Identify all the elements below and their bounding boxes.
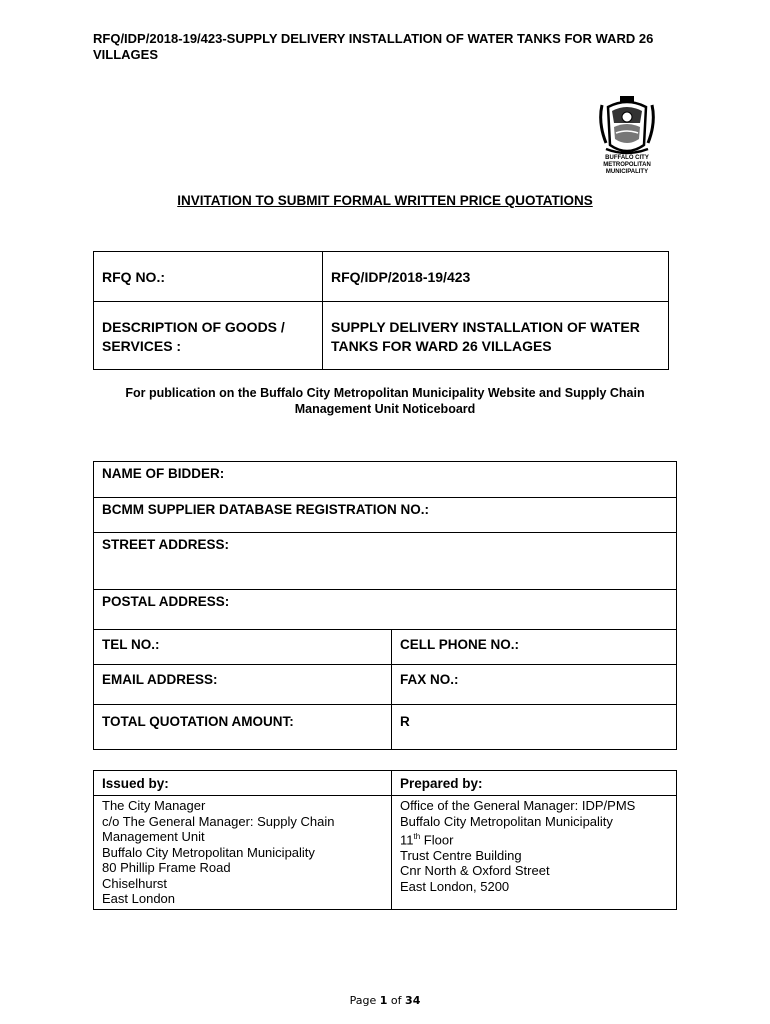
issued-line: 80 Phillip Frame Road xyxy=(102,860,231,875)
rfq-label: RFQ NO.: xyxy=(94,252,323,302)
issued-by-heading: Issued by: xyxy=(94,771,392,796)
prepared-line: East London, 5200 xyxy=(400,878,510,894)
issued-prepared-table xyxy=(93,770,677,910)
description-value: SUPPLY DELIVERY INSTALLATION OF WATER TANKS FOR WARD 26 VILLAGES xyxy=(323,302,669,370)
issued-line: Chiselhurst xyxy=(102,875,168,891)
prepared-line: Trust Centre Building xyxy=(400,847,522,863)
issued-line: Buffalo City Metropolitan Municipality xyxy=(102,844,315,860)
postal-address-field: POSTAL ADDRESS: xyxy=(94,590,677,630)
registration-field: BCMM SUPPLIER DATABASE REGISTRATION NO.: xyxy=(94,498,677,533)
document-header: RFQ/IDP/2018-19/423-SUPPLY DELIVERY INSTALLATION OF WATER TANKS FOR WARD 26 VILLAGES xyxy=(93,31,654,62)
cell-phone-field: CELL PHONE NO.: xyxy=(392,630,677,665)
bidder-table xyxy=(93,461,677,750)
bidder-name-field: NAME OF BIDDER: xyxy=(94,462,677,498)
total-amount-field: TOTAL QUOTATION AMOUNT: xyxy=(94,705,392,750)
page-number: Page 1 of 34 xyxy=(349,994,421,1007)
street-address-field: STREET ADDRESS: xyxy=(94,533,677,590)
email-field: EMAIL ADDRESS: xyxy=(94,665,392,705)
issued-line: The City Manager xyxy=(102,798,206,813)
prepared-floor-line: 11th Floor xyxy=(400,832,454,848)
prepared-line: Office of the General Manager: IDP/PMS xyxy=(400,798,636,813)
municipality-logo xyxy=(582,93,672,175)
rfq-value: RFQ/IDP/2018-19/423 xyxy=(323,252,669,302)
rfq-table xyxy=(93,251,669,370)
issued-by-block xyxy=(94,796,392,910)
prepared-line: Cnr North & Oxford Street xyxy=(400,863,550,879)
page-title: INVITATION TO SUBMIT FORMAL WRITTEN PRICE QUOTATIONS xyxy=(177,193,593,208)
prepared-by-block xyxy=(392,796,677,910)
publication-note: For publication on the Buffalo City Metropolitan Municipality Website and Supply Chain Management Unit Noticeboard xyxy=(125,386,645,416)
description-label: DESCRIPTION OF GOODS / SERVICES : xyxy=(94,302,323,370)
issued-line: c/o The General Manager: Supply Chain xyxy=(102,813,335,829)
currency-symbol: R xyxy=(392,705,677,750)
logo-text: BUFFALO CITY METROPOLITAN MUNICIPALITY xyxy=(603,155,651,175)
prepared-line: Buffalo City Metropolitan Municipality xyxy=(400,813,613,829)
tel-field: TEL NO.: xyxy=(94,630,392,665)
issued-line: East London xyxy=(102,891,176,906)
prepared-by-heading: Prepared by: xyxy=(392,771,677,796)
issued-line: Management Unit xyxy=(102,829,205,844)
fax-field: FAX NO.: xyxy=(392,665,677,705)
